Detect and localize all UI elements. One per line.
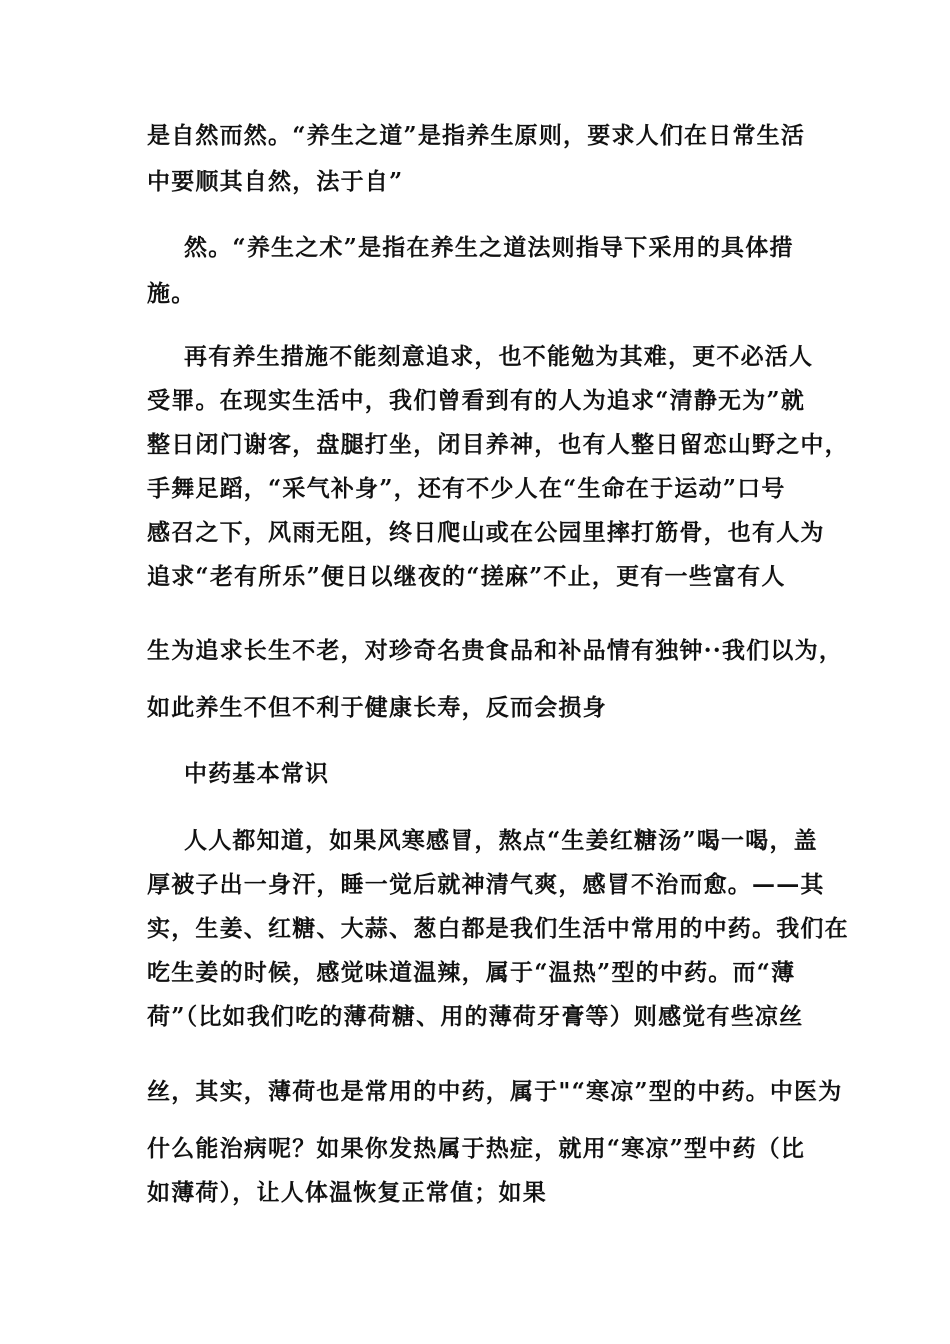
text-line: 是自然而然。“养生之道”是指养生原则，要求人们在日常生活 [147,122,806,149]
text-line: 实，生姜、红糖、大蒜、葱白都是我们生活中常用的中药。我们在 [147,915,849,942]
text-line: 受罪。在现实生活中，我们曾看到有的人为追求“清静无为”就 [147,387,806,414]
text-line: 再有养生措施不能刻意追求，也不能勉为其难，更不必活人 [184,343,814,370]
text-line: 感召之下，风雨无阻，终日爬山或在公园里摔打筋骨，也有人为 [147,519,825,546]
text-line: 施。 [147,280,196,307]
text-line: 然。“养生之术”是指在养生之道法则指导下采用的具体措 [184,234,794,261]
text-line: 如薄荷），让人体温恢复正常值；如果 [147,1179,547,1206]
text-line: 丝，其实，薄荷也是常用的中药，属于"“寒凉”型的中药。中医为 [147,1078,843,1105]
text-line: 生为追求长生不老，对珍奇名贵食品和补品情有独钟··我们以为， [147,637,844,664]
text-line: 中要顺其自然，法于自” [147,168,404,195]
text-line: 厚被子出一身汗，睡一觉后就神清气爽，感冒不治而愈。——其 [147,871,825,898]
text-line: 吃生姜的时候，感觉味道温辣，属于“温热”型的中药。而“薄 [147,959,796,986]
section-heading: 中药基本常识 [184,760,330,787]
text-line: 整日闭门谢客，盘腿打坐，闭目养神，也有人整日留恋山野之中， [147,431,849,458]
text-line: 如此养生不但不利于健康长寿，反而会损身 [147,694,607,721]
text-line: 荷”（比如我们吃的薄荷糖、用的薄荷牙膏等）则感觉有些凉丝 [147,1003,804,1030]
text-line: 手舞足蹈，“采气补身”，还有不少人在“生命在于运动”口号 [147,475,786,502]
text-line: 什么能治病呢？如果你发热属于热症，就用“寒凉”型中药（比 [147,1135,806,1162]
text-line: 追求“老有所乐”便日以继夜的“搓麻”不止，更有一些富有人 [147,563,786,590]
text-line: 人人都知道，如果风寒感冒，熬点“生姜红糖汤”喝一喝，盖 [184,827,818,854]
